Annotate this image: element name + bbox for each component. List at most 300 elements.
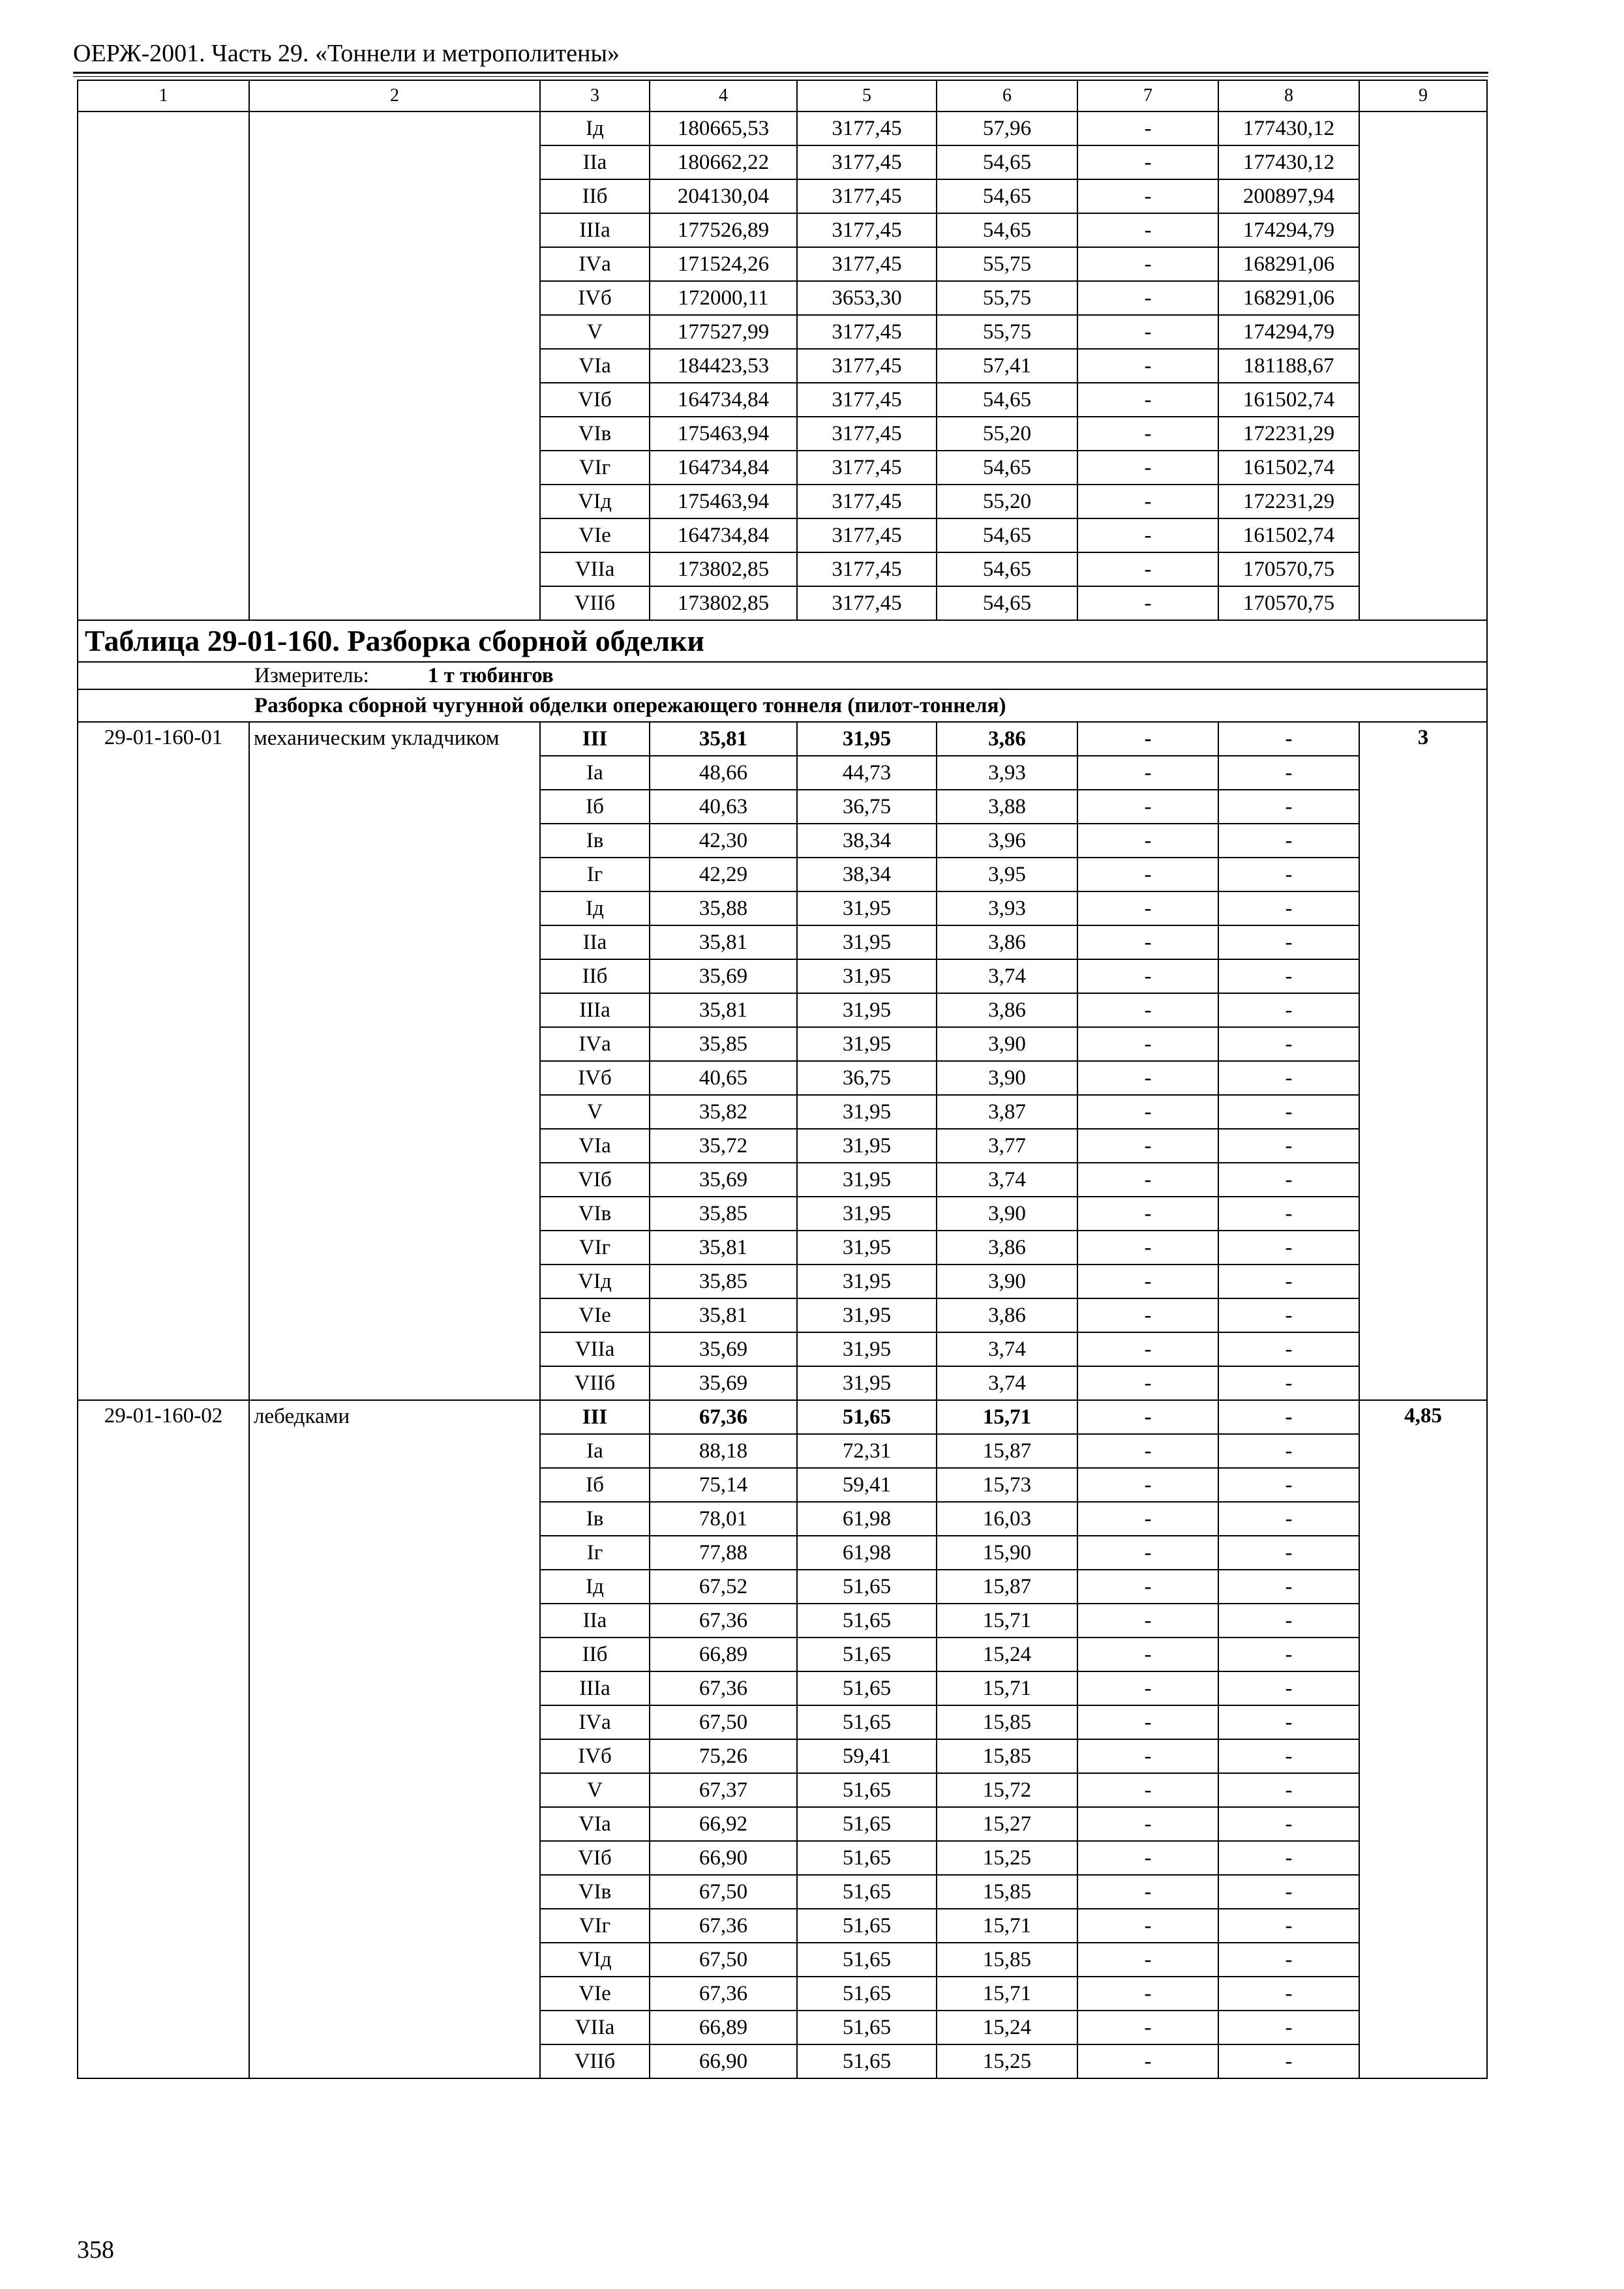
value-cell: Iб	[540, 790, 650, 824]
value-cell: 54,65	[937, 586, 1077, 620]
measure-value: 1 т тюбингов	[427, 664, 554, 687]
value-cell: VIд	[540, 1943, 650, 1977]
value-cell: 54,65	[937, 451, 1077, 485]
value-cell: V	[540, 315, 650, 349]
value-cell: 55,20	[937, 417, 1077, 451]
value-cell: -	[1077, 247, 1218, 281]
value-cell: 3,93	[937, 891, 1077, 925]
value-cell: -	[1077, 112, 1218, 145]
value-cell: VIа	[540, 1807, 650, 1841]
value-cell: 67,36	[650, 1909, 797, 1943]
value-cell: 164734,84	[650, 383, 797, 417]
value-cell: VIг	[540, 1231, 650, 1264]
value-cell: 35,81	[650, 925, 797, 959]
value-cell: -	[1077, 1366, 1218, 1400]
value-cell: 61,98	[797, 1536, 937, 1570]
value-cell: 3177,45	[797, 179, 937, 213]
last-cell: 4,85	[1359, 1400, 1487, 2078]
value-cell: 75,26	[650, 1739, 797, 1773]
value-cell: 3,74	[937, 1366, 1077, 1400]
value-cell: 3177,45	[797, 383, 937, 417]
value-cell: 3177,45	[797, 518, 937, 552]
value-cell: -	[1077, 1705, 1218, 1739]
value-cell: IIIа	[540, 213, 650, 247]
value-cell: 170570,75	[1218, 552, 1359, 586]
value-cell: 38,34	[797, 824, 937, 858]
value-cell: -	[1218, 1163, 1359, 1197]
value-cell: -	[1077, 1604, 1218, 1638]
value-cell: 31,95	[797, 1027, 937, 1061]
value-cell: 3,86	[937, 925, 1077, 959]
value-cell: -	[1218, 1705, 1359, 1739]
value-cell: -	[1077, 1231, 1218, 1264]
last-cell	[1359, 112, 1487, 620]
value-cell: 67,37	[650, 1773, 797, 1807]
value-cell: 66,92	[650, 1807, 797, 1841]
value-cell: IIа	[540, 145, 650, 179]
measure-label: Измеритель:	[254, 664, 369, 687]
value-cell: -	[1218, 1027, 1359, 1061]
value-cell: 164734,84	[650, 518, 797, 552]
value-cell: -	[1077, 891, 1218, 925]
value-cell: 15,90	[937, 1536, 1077, 1570]
value-cell: 31,95	[797, 925, 937, 959]
value-cell: IVб	[540, 1061, 650, 1095]
value-cell: -	[1218, 1502, 1359, 1536]
value-cell: 31,95	[797, 1332, 937, 1366]
value-cell: VIв	[540, 1875, 650, 1909]
value-cell: 31,95	[797, 891, 937, 925]
value-cell: -	[1218, 1434, 1359, 1468]
value-cell: 3,95	[937, 858, 1077, 891]
value-cell: -	[1218, 2011, 1359, 2044]
value-cell: -	[1077, 1943, 1218, 1977]
value-cell: -	[1077, 1400, 1218, 1434]
value-cell: 67,52	[650, 1570, 797, 1604]
value-cell: -	[1077, 518, 1218, 552]
value-cell: 66,89	[650, 2011, 797, 2044]
value-cell: 59,41	[797, 1739, 937, 1773]
value-cell: -	[1077, 722, 1218, 756]
value-cell: VIIб	[540, 586, 650, 620]
value-cell: 172000,11	[650, 281, 797, 315]
value-cell: 51,65	[797, 1977, 937, 2011]
page-number: 358	[77, 2236, 114, 2264]
value-cell: 31,95	[797, 1197, 937, 1231]
value-cell: -	[1077, 315, 1218, 349]
value-cell: -	[1077, 1264, 1218, 1298]
value-cell: -	[1218, 1468, 1359, 1502]
value-cell: -	[1218, 959, 1359, 993]
value-cell: 51,65	[797, 1400, 937, 1434]
value-cell: VIа	[540, 1129, 650, 1163]
value-cell: IIб	[540, 1638, 650, 1671]
value-cell: -	[1077, 383, 1218, 417]
column-number: 1	[78, 80, 249, 112]
value-cell: 55,20	[937, 485, 1077, 518]
value-cell: 40,65	[650, 1061, 797, 1095]
value-cell: -	[1077, 1875, 1218, 1909]
value-cell: -	[1077, 790, 1218, 824]
value-cell: 51,65	[797, 1773, 937, 1807]
value-cell: -	[1218, 1807, 1359, 1841]
value-cell: 61,98	[797, 1502, 937, 1536]
value-cell: -	[1077, 1536, 1218, 1570]
value-cell: 38,34	[797, 858, 937, 891]
value-cell: 40,63	[650, 790, 797, 824]
value-cell: Iд	[540, 112, 650, 145]
value-cell: 88,18	[650, 1434, 797, 1468]
value-cell: IIIа	[540, 1671, 650, 1705]
name-cell: механическим укладчиком	[249, 722, 540, 1400]
value-cell: 67,36	[650, 1604, 797, 1638]
value-cell: 180665,53	[650, 112, 797, 145]
value-cell: -	[1077, 2044, 1218, 2078]
value-cell: 36,75	[797, 790, 937, 824]
value-cell: 51,65	[797, 1807, 937, 1841]
value-cell: -	[1077, 756, 1218, 790]
value-cell: 173802,85	[650, 552, 797, 586]
value-cell: -	[1218, 1875, 1359, 1909]
value-cell: -	[1218, 1739, 1359, 1773]
value-cell: -	[1077, 959, 1218, 993]
code-cell: 29-01-160-02	[78, 1400, 249, 2078]
value-cell: -	[1077, 552, 1218, 586]
value-cell: IVб	[540, 281, 650, 315]
value-cell: 67,50	[650, 1875, 797, 1909]
value-cell: 48,66	[650, 756, 797, 790]
value-cell: 3177,45	[797, 586, 937, 620]
column-number: 3	[540, 80, 650, 112]
value-cell: 35,85	[650, 1197, 797, 1231]
value-cell: 171524,26	[650, 247, 797, 281]
value-cell: VIIа	[540, 1332, 650, 1366]
value-cell: Iд	[540, 891, 650, 925]
value-cell: 173802,85	[650, 586, 797, 620]
value-cell: 51,65	[797, 1705, 937, 1739]
value-cell: 15,73	[937, 1468, 1077, 1502]
value-cell: 204130,04	[650, 179, 797, 213]
value-cell: VIIа	[540, 552, 650, 586]
value-cell: 66,90	[650, 1841, 797, 1875]
value-cell: 55,75	[937, 247, 1077, 281]
value-cell: -	[1218, 790, 1359, 824]
column-number: 5	[797, 80, 937, 112]
value-cell: III	[540, 722, 650, 756]
measure-row	[78, 662, 1487, 689]
value-cell: VIб	[540, 1841, 650, 1875]
value-cell: -	[1077, 1638, 1218, 1671]
value-cell: VIа	[540, 349, 650, 383]
value-cell: Iв	[540, 824, 650, 858]
value-cell: 35,81	[650, 993, 797, 1027]
value-cell: Iв	[540, 1502, 650, 1536]
value-cell: 3,90	[937, 1264, 1077, 1298]
value-cell: VIIа	[540, 2011, 650, 2044]
value-cell: Iа	[540, 756, 650, 790]
value-cell: -	[1218, 824, 1359, 858]
column-number-row	[78, 80, 1487, 112]
value-cell: 170570,75	[1218, 586, 1359, 620]
value-cell: III	[540, 1400, 650, 1434]
value-cell: -	[1218, 1366, 1359, 1400]
value-cell: 15,71	[937, 1400, 1077, 1434]
value-cell: -	[1077, 1061, 1218, 1095]
value-cell: 54,65	[937, 383, 1077, 417]
value-cell: 3,90	[937, 1197, 1077, 1231]
value-cell: VIе	[540, 1977, 650, 2011]
value-cell: 31,95	[797, 722, 937, 756]
value-cell: 161502,74	[1218, 451, 1359, 485]
value-cell: 174294,79	[1218, 213, 1359, 247]
value-cell: 168291,06	[1218, 281, 1359, 315]
value-cell: 15,27	[937, 1807, 1077, 1841]
value-cell: VIв	[540, 417, 650, 451]
value-cell: -	[1077, 993, 1218, 1027]
value-cell: VIг	[540, 451, 650, 485]
value-cell: 54,65	[937, 518, 1077, 552]
value-cell: 161502,74	[1218, 518, 1359, 552]
value-cell: 51,65	[797, 1604, 937, 1638]
value-cell: -	[1218, 1095, 1359, 1129]
value-cell: 16,03	[937, 1502, 1077, 1536]
value-cell: -	[1077, 417, 1218, 451]
value-cell: -	[1077, 1502, 1218, 1536]
value-cell: 3177,45	[797, 485, 937, 518]
value-cell: -	[1218, 2044, 1359, 2078]
value-cell: V	[540, 1773, 650, 1807]
value-cell: 31,95	[797, 959, 937, 993]
value-cell: 3177,45	[797, 417, 937, 451]
value-cell: 35,81	[650, 722, 797, 756]
column-number: 4	[650, 80, 797, 112]
value-cell: -	[1077, 281, 1218, 315]
value-cell: 3,86	[937, 1231, 1077, 1264]
value-cell: 51,65	[797, 1671, 937, 1705]
value-cell: -	[1218, 722, 1359, 756]
value-cell: VIе	[540, 1298, 650, 1332]
value-cell: 15,87	[937, 1570, 1077, 1604]
name-cell: лебедками	[249, 1400, 540, 2078]
value-cell: 3177,45	[797, 247, 937, 281]
value-cell: IIа	[540, 925, 650, 959]
value-cell: IIб	[540, 959, 650, 993]
value-cell: -	[1218, 1671, 1359, 1705]
value-cell: 31,95	[797, 1366, 937, 1400]
value-cell: 15,24	[937, 1638, 1077, 1671]
value-cell: -	[1218, 1332, 1359, 1366]
table-title: Таблица 29-01-160. Разборка сборной обделки	[78, 620, 1487, 662]
value-cell: -	[1218, 925, 1359, 959]
value-cell: VIг	[540, 1909, 650, 1943]
value-cell: VIе	[540, 518, 650, 552]
value-cell: 51,65	[797, 1570, 937, 1604]
value-cell: 3177,45	[797, 451, 937, 485]
value-cell: 3,86	[937, 993, 1077, 1027]
value-cell: 51,65	[797, 1841, 937, 1875]
value-cell: 177526,89	[650, 213, 797, 247]
value-cell: -	[1077, 1129, 1218, 1163]
value-cell: 72,31	[797, 1434, 937, 1468]
value-cell: 35,82	[650, 1095, 797, 1129]
value-cell: -	[1218, 1943, 1359, 1977]
value-cell: Iа	[540, 1434, 650, 1468]
value-cell: 181188,67	[1218, 349, 1359, 383]
column-number: 9	[1359, 80, 1487, 112]
value-cell: 31,95	[797, 1129, 937, 1163]
value-cell: 3177,45	[797, 349, 937, 383]
value-cell: 3177,45	[797, 145, 937, 179]
value-cell: 177430,12	[1218, 112, 1359, 145]
value-cell: 15,25	[937, 2044, 1077, 2078]
value-cell: 35,85	[650, 1027, 797, 1061]
value-cell: -	[1218, 993, 1359, 1027]
value-cell: -	[1077, 1095, 1218, 1129]
value-cell: 161502,74	[1218, 383, 1359, 417]
value-cell: 54,65	[937, 552, 1077, 586]
value-cell: 177430,12	[1218, 145, 1359, 179]
value-cell: Iг	[540, 858, 650, 891]
value-cell: 35,88	[650, 891, 797, 925]
value-cell: 180662,22	[650, 145, 797, 179]
value-cell: V	[540, 1095, 650, 1129]
value-cell: IIа	[540, 1604, 650, 1638]
value-cell: -	[1218, 1129, 1359, 1163]
value-cell: 35,85	[650, 1264, 797, 1298]
value-cell: -	[1077, 1197, 1218, 1231]
value-cell: 66,89	[650, 1638, 797, 1671]
value-cell: -	[1077, 1841, 1218, 1875]
value-cell: -	[1218, 1909, 1359, 1943]
value-cell: -	[1077, 451, 1218, 485]
value-cell: 3,88	[937, 790, 1077, 824]
value-cell: -	[1077, 485, 1218, 518]
value-cell: -	[1077, 179, 1218, 213]
value-cell: 174294,79	[1218, 315, 1359, 349]
value-cell: -	[1077, 1909, 1218, 1943]
value-cell: 67,36	[650, 1671, 797, 1705]
column-number: 8	[1218, 80, 1359, 112]
value-cell: 3,93	[937, 756, 1077, 790]
value-cell: 67,36	[650, 1400, 797, 1434]
value-cell: Iг	[540, 1536, 650, 1570]
code-cell	[78, 112, 249, 620]
value-cell: 3,90	[937, 1061, 1077, 1095]
value-cell: 36,75	[797, 1061, 937, 1095]
value-cell: 78,01	[650, 1502, 797, 1536]
value-cell: 31,95	[797, 993, 937, 1027]
value-cell: -	[1218, 1400, 1359, 1434]
value-cell: 59,41	[797, 1468, 937, 1502]
value-cell: IVа	[540, 1705, 650, 1739]
value-cell: IVа	[540, 1027, 650, 1061]
value-cell: 172231,29	[1218, 417, 1359, 451]
value-cell: 35,72	[650, 1129, 797, 1163]
value-cell: -	[1077, 1807, 1218, 1841]
value-cell: 51,65	[797, 1943, 937, 1977]
value-cell: -	[1218, 858, 1359, 891]
table-row	[78, 722, 1487, 756]
table-title-row	[78, 620, 1487, 662]
value-cell: 172231,29	[1218, 485, 1359, 518]
value-cell: -	[1218, 756, 1359, 790]
value-cell: -	[1077, 1570, 1218, 1604]
value-cell: 67,50	[650, 1943, 797, 1977]
value-cell: 42,30	[650, 824, 797, 858]
value-cell: -	[1077, 858, 1218, 891]
subtitle-row	[78, 689, 1487, 722]
value-cell: -	[1218, 1264, 1359, 1298]
value-cell: 51,65	[797, 2011, 937, 2044]
value-cell: 51,65	[797, 1638, 937, 1671]
value-cell: -	[1218, 1570, 1359, 1604]
value-cell: 31,95	[797, 1163, 937, 1197]
value-cell: 31,95	[797, 1095, 937, 1129]
value-cell: IIIа	[540, 993, 650, 1027]
value-cell: -	[1077, 925, 1218, 959]
value-cell: 35,81	[650, 1231, 797, 1264]
value-cell: Iб	[540, 1468, 650, 1502]
value-cell: VIIб	[540, 2044, 650, 2078]
value-cell: IVа	[540, 247, 650, 281]
value-cell: -	[1077, 1977, 1218, 2011]
measure-cell	[78, 662, 1487, 689]
value-cell: 15,72	[937, 1773, 1077, 1807]
table-row	[78, 1400, 1487, 1434]
value-cell: -	[1077, 1773, 1218, 1807]
value-cell: 175463,94	[650, 485, 797, 518]
value-cell: Iд	[540, 1570, 650, 1604]
value-cell: 35,69	[650, 1332, 797, 1366]
value-cell: 184423,53	[650, 349, 797, 383]
value-cell: -	[1077, 1298, 1218, 1332]
value-cell: 35,69	[650, 1366, 797, 1400]
table-subtitle: Разборка сборной чугунной обделки опережающего тоннеля (пилот-тоннеля)	[78, 689, 1487, 722]
value-cell: -	[1218, 1638, 1359, 1671]
value-cell: -	[1218, 1197, 1359, 1231]
value-cell: -	[1218, 1977, 1359, 2011]
value-cell: 35,69	[650, 959, 797, 993]
value-cell: 31,95	[797, 1264, 937, 1298]
value-cell: -	[1218, 1773, 1359, 1807]
value-cell: -	[1077, 1434, 1218, 1468]
value-cell: 54,65	[937, 213, 1077, 247]
value-cell: -	[1077, 213, 1218, 247]
value-cell: 15,71	[937, 1977, 1077, 2011]
column-number: 2	[249, 80, 540, 112]
value-cell: 3,86	[937, 1298, 1077, 1332]
value-cell: -	[1077, 1332, 1218, 1366]
value-cell: 77,88	[650, 1536, 797, 1570]
column-number: 6	[937, 80, 1077, 112]
value-cell: VIIб	[540, 1366, 650, 1400]
value-cell: IIб	[540, 179, 650, 213]
page-header: ОЕРЖ-2001. Часть 29. «Тоннели и метрополитены»	[73, 40, 620, 67]
value-cell: -	[1218, 1231, 1359, 1264]
value-cell: -	[1077, 1739, 1218, 1773]
value-cell: 175463,94	[650, 417, 797, 451]
value-cell: 3,74	[937, 1332, 1077, 1366]
value-cell: -	[1218, 1298, 1359, 1332]
value-cell: 15,85	[937, 1739, 1077, 1773]
value-cell: 164734,84	[650, 451, 797, 485]
value-cell: 15,71	[937, 1671, 1077, 1705]
value-cell: -	[1077, 1027, 1218, 1061]
value-cell: 51,65	[797, 1909, 937, 1943]
value-cell: VIб	[540, 383, 650, 417]
value-cell: 42,29	[650, 858, 797, 891]
value-cell: 200897,94	[1218, 179, 1359, 213]
